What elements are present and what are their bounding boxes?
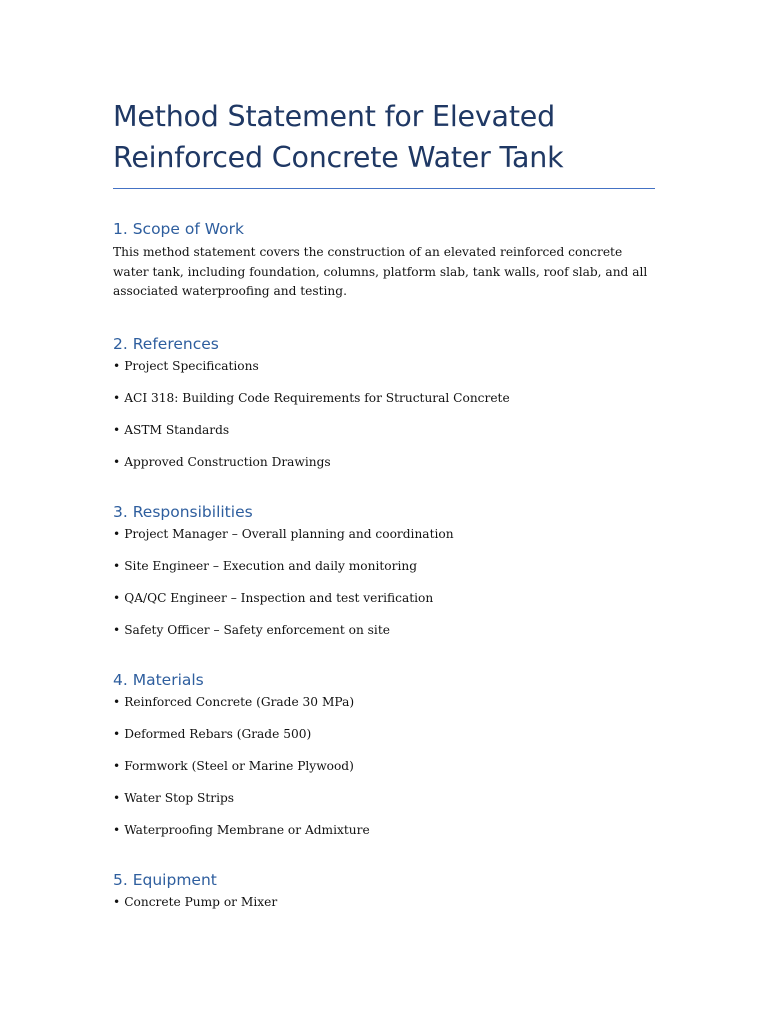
list-item bbox=[113, 454, 655, 470]
list-item bbox=[113, 694, 655, 710]
list-item bbox=[113, 358, 655, 374]
bullet-icon: • bbox=[113, 358, 121, 373]
bullet-icon: • bbox=[113, 558, 121, 573]
bullet-icon: • bbox=[113, 422, 121, 437]
list-item-text: Approved Construction Drawings bbox=[124, 454, 331, 469]
list-item bbox=[113, 590, 655, 606]
list-item bbox=[113, 526, 655, 542]
document-page bbox=[113, 96, 655, 910]
bullet-icon: • bbox=[113, 758, 121, 773]
list-item-text: Deformed Rebars (Grade 500) bbox=[124, 726, 312, 741]
section-responsibilities bbox=[113, 502, 655, 638]
section-references bbox=[113, 334, 655, 470]
section-heading: 1. Scope of Work bbox=[113, 220, 244, 238]
section-heading: 2. References bbox=[113, 334, 219, 353]
list-item-text: Water Stop Strips bbox=[124, 790, 235, 805]
section-heading: 3. Responsibilities bbox=[113, 502, 253, 521]
materials-list bbox=[113, 694, 655, 838]
document-title bbox=[113, 96, 655, 189]
bullet-icon: • bbox=[113, 822, 121, 837]
list-item bbox=[113, 622, 655, 638]
list-item-text: Project Manager – Overall planning and coordination bbox=[124, 526, 454, 541]
equipment-list bbox=[113, 894, 655, 910]
bullet-icon: • bbox=[113, 790, 121, 805]
bullet-icon: • bbox=[113, 590, 121, 605]
list-item bbox=[113, 558, 655, 574]
list-item bbox=[113, 390, 655, 406]
list-item bbox=[113, 790, 655, 806]
bullet-icon: • bbox=[113, 622, 121, 637]
list-item-text: Concrete Pump or Mixer bbox=[124, 894, 278, 909]
bullet-icon: • bbox=[113, 894, 121, 909]
list-item-text: QA/QC Engineer – Inspection and test verification bbox=[124, 590, 434, 605]
section-equipment bbox=[113, 870, 655, 910]
list-item-text: Waterproofing Membrane or Admixture bbox=[124, 822, 370, 837]
bullet-icon: • bbox=[113, 694, 121, 709]
list-item-text: ACI 318: Building Code Requirements for Structural Concrete bbox=[124, 390, 510, 405]
list-item-text: Site Engineer – Execution and daily monitoring bbox=[124, 558, 418, 573]
responsibilities-list bbox=[113, 526, 655, 638]
section-scope-of-work bbox=[113, 219, 655, 302]
section-heading: 4. Materials bbox=[113, 670, 204, 689]
bullet-icon: • bbox=[113, 726, 121, 741]
list-item bbox=[113, 758, 655, 774]
list-item bbox=[113, 422, 655, 438]
list-item bbox=[113, 822, 655, 838]
section-heading: 5. Equipment bbox=[113, 870, 217, 889]
section-materials bbox=[113, 670, 655, 838]
list-item-text: Formwork (Steel or Marine Plywood) bbox=[124, 758, 354, 773]
scope-paragraph: This method statement covers the construction of an elevated reinforced concrete water tank, including foundation, columns, platform slab, tank walls, roof slab, and all associated waterproofing and testing. bbox=[113, 245, 648, 298]
bullet-icon: • bbox=[113, 390, 121, 405]
references-list bbox=[113, 358, 655, 470]
title-line-2: Reinforced Concrete Water Tank bbox=[113, 141, 564, 174]
list-item-text: Reinforced Concrete (Grade 30 MPa) bbox=[124, 694, 355, 709]
bullet-icon: • bbox=[113, 454, 121, 469]
list-item-text: Safety Officer – Safety enforcement on site bbox=[124, 622, 390, 637]
list-item-text: ASTM Standards bbox=[124, 422, 230, 437]
bullet-icon: • bbox=[113, 526, 121, 541]
title-line-1: Method Statement for Elevated bbox=[113, 100, 556, 133]
list-item-text: Project Specifications bbox=[124, 358, 259, 373]
list-item bbox=[113, 726, 655, 742]
list-item bbox=[113, 894, 655, 910]
